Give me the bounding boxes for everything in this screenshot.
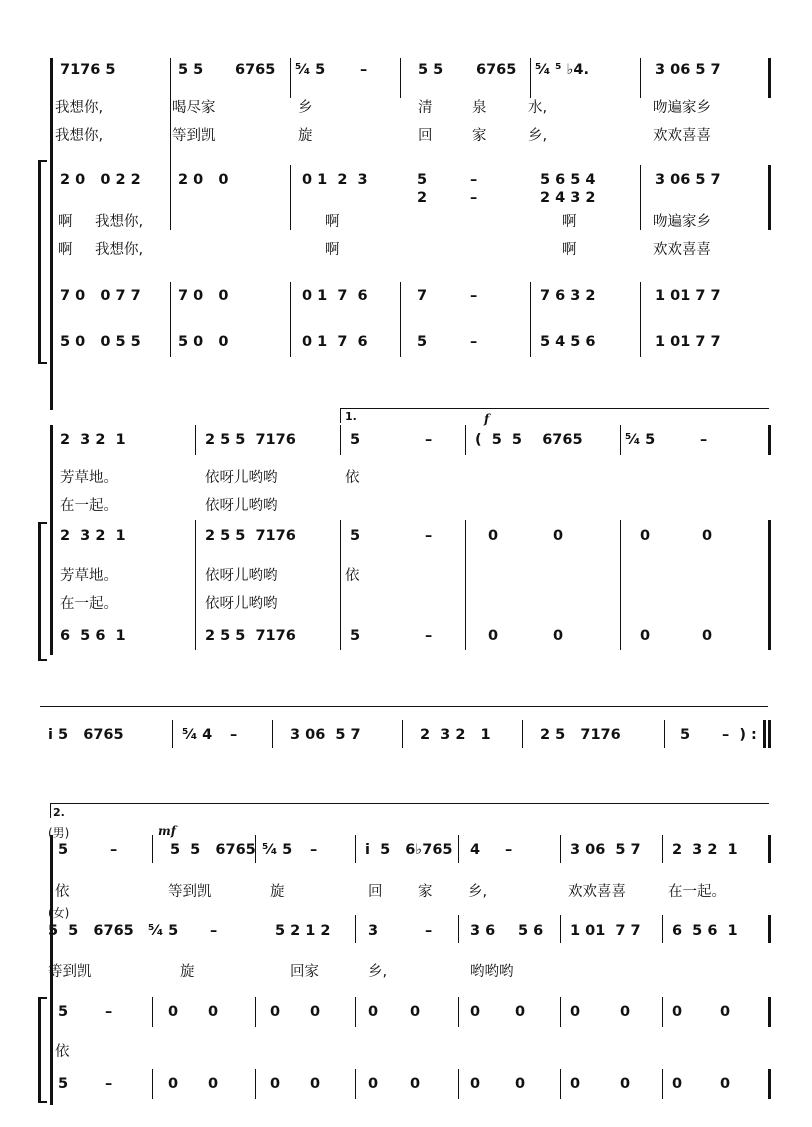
note-group: ( 5 5 6765	[475, 432, 583, 448]
note-group: 0	[270, 1004, 281, 1020]
note-group: 5 4 5 6	[540, 334, 596, 350]
note-group: 0	[702, 628, 713, 644]
lyric-text: 乡,	[368, 964, 388, 980]
note-group: ⁵⁄₄ 4	[182, 727, 213, 743]
note-group: 2 3 2 1	[60, 432, 126, 448]
note-group: –	[105, 1076, 113, 1092]
lyric-text: 啊	[562, 214, 577, 230]
note-group: 7176 5	[60, 62, 116, 78]
note-group: 0	[168, 1004, 179, 1020]
note-group: 5 5	[178, 62, 204, 78]
note-group: –	[230, 727, 238, 743]
lyric-text: 喝尽家	[172, 100, 216, 116]
note-group: 2 4 3 2	[540, 190, 596, 206]
lyric-text: 啊	[58, 242, 73, 258]
lyric-row	[0, 466, 812, 488]
notation-row	[0, 628, 812, 654]
lyric-text: 芳草地。	[60, 470, 118, 486]
note-group: 5	[350, 628, 361, 644]
note-group: 2 0 0 2 2	[60, 172, 141, 188]
note-group: 4	[470, 842, 481, 858]
note-group: 0	[515, 1076, 526, 1092]
note-group: 0	[488, 528, 499, 544]
note-group: 5	[58, 1076, 69, 1092]
dynamic-forte: f	[484, 412, 490, 426]
lyric-text: 欢欢喜喜	[653, 242, 711, 258]
volta-second-ending	[50, 803, 769, 818]
notation-row	[0, 432, 812, 458]
note-group: 1 01 7 7	[570, 923, 641, 939]
lyric-row	[0, 592, 812, 614]
lyric-text: 乡	[298, 100, 313, 116]
lyric-text: 回	[368, 884, 383, 900]
system2-bracket	[38, 522, 47, 661]
note-group: 0	[620, 1004, 631, 1020]
lyric-text: 旋	[298, 128, 313, 144]
notation-row	[0, 842, 812, 868]
note-group: 0	[310, 1076, 321, 1092]
lyric-row	[0, 96, 812, 118]
note-group: –	[425, 923, 433, 939]
note-group: 0	[720, 1076, 731, 1092]
lyric-text: 在一起。	[668, 884, 726, 900]
note-group: 6765	[476, 62, 517, 78]
note-group: 0	[310, 1004, 321, 1020]
lyric-text: 依呀儿哟哟	[205, 470, 278, 486]
lyric-text: 在一起。	[60, 596, 118, 612]
note-group: 0	[410, 1076, 421, 1092]
lyric-text: 我想你,	[95, 214, 144, 230]
note-group: 0	[168, 1076, 179, 1092]
lyric-row	[0, 494, 812, 516]
note-group: 5	[417, 334, 428, 350]
note-group: 3	[368, 923, 379, 939]
lyric-text: 等到凯	[48, 964, 92, 980]
note-group: –	[505, 842, 513, 858]
lyric-text: 回家	[290, 964, 319, 980]
note-group: 3 06 5 7	[655, 62, 721, 78]
lyric-text: 欢欢喜喜	[568, 884, 626, 900]
note-group: 2 5 7176	[540, 727, 621, 743]
note-group: 0	[410, 1004, 421, 1020]
lyric-row	[0, 1040, 812, 1062]
note-group: –	[700, 432, 708, 448]
lyric-text: 啊	[562, 242, 577, 258]
lyric-text: 依呀儿哟哟	[205, 568, 278, 584]
lyric-text: 哟哟哟	[470, 964, 514, 980]
note-group: –	[210, 923, 218, 939]
lyric-text: 我想你,	[55, 100, 104, 116]
system4-bracket	[38, 997, 47, 1103]
lyric-text: 清	[418, 100, 433, 116]
note-group: 0	[270, 1076, 281, 1092]
volta-first-ending	[340, 408, 769, 423]
note-group: 0 1 7 6	[302, 334, 368, 350]
note-group: 0	[470, 1076, 481, 1092]
note-group: 0	[515, 1004, 526, 1020]
notation-row	[0, 923, 812, 949]
note-group: 0	[640, 528, 651, 544]
notation-row	[0, 1076, 812, 1102]
note-group: 2 3 2 1	[60, 528, 126, 544]
note-group: 0	[553, 628, 564, 644]
note-group: 0	[620, 1076, 631, 1092]
note-group: 0	[672, 1004, 683, 1020]
note-group: 5	[58, 1004, 69, 1020]
note-group: 5	[350, 432, 361, 448]
lyric-text: 等到凯	[172, 128, 216, 144]
note-group: 0	[208, 1076, 219, 1092]
lyric-text: 水,	[528, 100, 548, 116]
notation-row	[0, 1004, 812, 1030]
note-group: 3 06 5 7	[570, 842, 641, 858]
note-group: 1 01 7 7	[655, 334, 721, 350]
lyric-text: 泉	[472, 100, 487, 116]
lyric-text: 家	[472, 128, 487, 144]
lyric-row	[0, 210, 812, 232]
note-group: 0 1 7 6	[302, 288, 368, 304]
dynamic-mezzo-forte: mf	[158, 824, 176, 838]
note-group: –	[425, 432, 433, 448]
note-group: 0	[702, 528, 713, 544]
note-group: –	[470, 172, 478, 188]
note-group: –	[425, 628, 433, 644]
female-voice-label: (女)	[48, 906, 70, 920]
lyric-text: 芳草地。	[60, 568, 118, 584]
note-group: –	[105, 1004, 113, 1020]
note-group: –	[470, 334, 478, 350]
note-group: 3 06 5 7	[290, 727, 361, 743]
volta-first-label: 1.	[345, 410, 357, 423]
lyric-text: 在一起。	[60, 498, 118, 514]
lyric-text: 旋	[180, 964, 195, 980]
note-group: 0	[672, 1076, 683, 1092]
note-group: 5 0 0 5 5	[60, 334, 141, 350]
note-group: 6765	[235, 62, 276, 78]
system3-top-rule	[40, 706, 768, 707]
note-group: –	[360, 62, 368, 78]
volta-second-label: 2.	[53, 806, 65, 819]
notation-row	[0, 334, 812, 360]
note-group: i 5 6♭765	[365, 842, 453, 858]
lyric-text: 我想你,	[95, 242, 144, 258]
note-group: 5 6 5 4	[540, 172, 596, 188]
note-group: 2 3 2 1	[420, 727, 491, 743]
note-group: 0	[570, 1004, 581, 1020]
lyric-text: 吻遍家乡	[653, 214, 711, 230]
note-group: 5 6	[518, 923, 544, 939]
note-group: 0	[570, 1076, 581, 1092]
note-group: i 5 6765	[48, 727, 124, 743]
lyric-text: 啊	[325, 242, 340, 258]
lyric-text: 依呀儿哟哟	[205, 596, 278, 612]
lyric-text: 依	[55, 1044, 70, 1060]
note-group: 0	[470, 1004, 481, 1020]
lyric-text: 乡,	[468, 884, 488, 900]
note-group: 5	[417, 172, 428, 188]
notation-row	[0, 528, 812, 554]
note-group: 7 0 0	[178, 288, 229, 304]
male-voice-label: (男)	[48, 826, 70, 840]
lyric-text: 依	[345, 470, 360, 486]
lyric-text: 啊	[325, 214, 340, 230]
lyric-text: 等到凯	[168, 884, 212, 900]
note-group: 5 0 0	[178, 334, 229, 350]
lyric-text: 依	[345, 568, 360, 584]
note-group: 0	[488, 628, 499, 644]
notation-row	[0, 288, 812, 314]
note-group: 0	[368, 1076, 379, 1092]
note-group: 7 0 0 7 7	[60, 288, 141, 304]
notation-row	[0, 62, 812, 88]
lyric-row	[0, 880, 812, 902]
lyric-text: 旋	[270, 884, 285, 900]
lyric-text: 家	[418, 884, 433, 900]
lyric-row	[0, 960, 812, 982]
note-group: 0	[368, 1004, 379, 1020]
system1-bracket	[38, 160, 47, 364]
note-group: ⁵⁄₄ 5	[262, 842, 293, 858]
note-group: 3 6	[470, 923, 496, 939]
lyric-text: 啊	[58, 214, 73, 230]
lyric-row	[0, 124, 812, 146]
note-group: ⁵⁄₄ 5	[625, 432, 656, 448]
note-group: 3 06 5 7	[655, 172, 721, 188]
note-group: 5 5	[418, 62, 444, 78]
note-group: 2 0 0	[178, 172, 229, 188]
note-group: 5 5 6765	[48, 923, 134, 939]
note-group: 6 5 6 1	[60, 628, 126, 644]
lyric-text: 吻遍家乡	[653, 100, 711, 116]
note-group: –	[470, 288, 478, 304]
note-group: – ) :	[722, 727, 757, 743]
lyric-text: 我想你,	[55, 128, 104, 144]
note-group: –	[425, 528, 433, 544]
lyric-row	[0, 564, 812, 586]
note-group: ⁵⁄₄ 5	[295, 62, 326, 78]
lyric-text: 回	[418, 128, 433, 144]
note-group: 5	[350, 528, 361, 544]
note-group: 7	[417, 288, 428, 304]
notation-row	[0, 727, 812, 753]
note-group: 5 5 6765	[170, 842, 256, 858]
note-group: 0 1 2 3	[302, 172, 368, 188]
note-group: –	[470, 190, 478, 206]
note-group: 0	[720, 1004, 731, 1020]
note-group: 5	[58, 842, 69, 858]
note-group: 1 01 7 7	[655, 288, 721, 304]
lyric-text: 乡,	[528, 128, 548, 144]
note-group: 6 5 6 1	[672, 923, 738, 939]
note-group: –	[110, 842, 118, 858]
note-group: –	[310, 842, 318, 858]
note-group: ⁵⁄₄ ⁵ ♭4.	[535, 62, 590, 78]
note-group: 5	[680, 727, 691, 743]
note-group: 2 3 2 1	[672, 842, 738, 858]
lyric-text: 依呀儿哟哟	[205, 498, 278, 514]
lyric-text: 欢欢喜喜	[653, 128, 711, 144]
lyric-text: 依	[55, 884, 70, 900]
note-group: ⁵⁄₄ 5	[148, 923, 179, 939]
note-group: 0	[640, 628, 651, 644]
note-group: 2 5 5 7176	[205, 528, 296, 544]
lyric-row	[0, 238, 812, 260]
note-group: 0	[553, 528, 564, 544]
note-group: 0	[208, 1004, 219, 1020]
note-group: 5 2 1 2	[275, 923, 331, 939]
note-group: 2 5 5 7176	[205, 628, 296, 644]
note-group: 2	[417, 190, 428, 206]
note-group: 2 5 5 7176	[205, 432, 296, 448]
note-group: 7 6 3 2	[540, 288, 596, 304]
